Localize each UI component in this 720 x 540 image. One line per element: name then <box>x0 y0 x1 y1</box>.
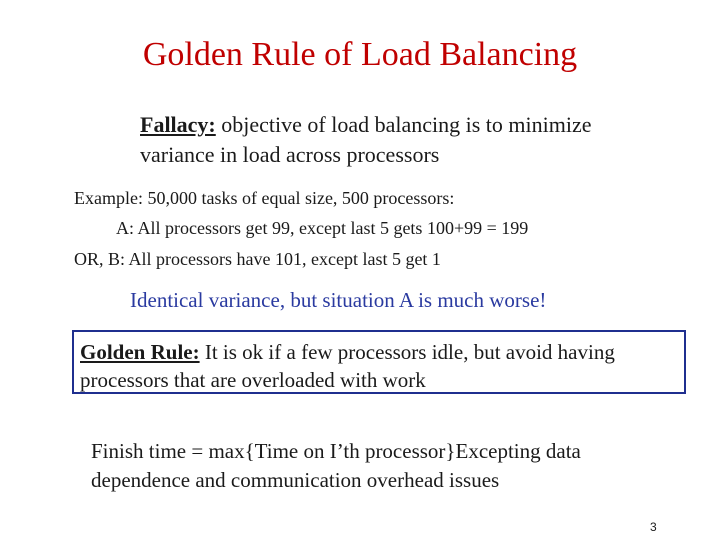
slide-title: Golden Rule of Load Balancing <box>142 36 578 73</box>
fallacy-text: objective of load balancing is to minimize variance in load across processors <box>140 112 592 167</box>
example-line-1: Example: 50,000 tasks of equal size, 500 processors: <box>74 188 455 208</box>
identical-variance-note: Identical variance, but situation A is much worse! <box>130 288 547 312</box>
fallacy-statement <box>140 110 600 170</box>
example-line-3: OR, B: All processors have 101, except last 5 get 1 <box>74 249 441 269</box>
golden-rule-text: It is ok if a few processors idle, but avoid having processors that are overloaded with work <box>80 340 615 392</box>
fallacy-label: Fallacy: <box>140 112 216 137</box>
page-number: 3 <box>650 520 657 534</box>
golden-rule-box <box>72 330 686 394</box>
example-line-2: A: All processors get 99, except last 5 gets 100+99 = 199 <box>116 218 529 238</box>
golden-rule-label: Golden Rule: <box>80 340 200 364</box>
finish-time-text: Finish time = max{Time on I’th processor}Excepting data dependence and communication overhead issues <box>91 439 581 492</box>
